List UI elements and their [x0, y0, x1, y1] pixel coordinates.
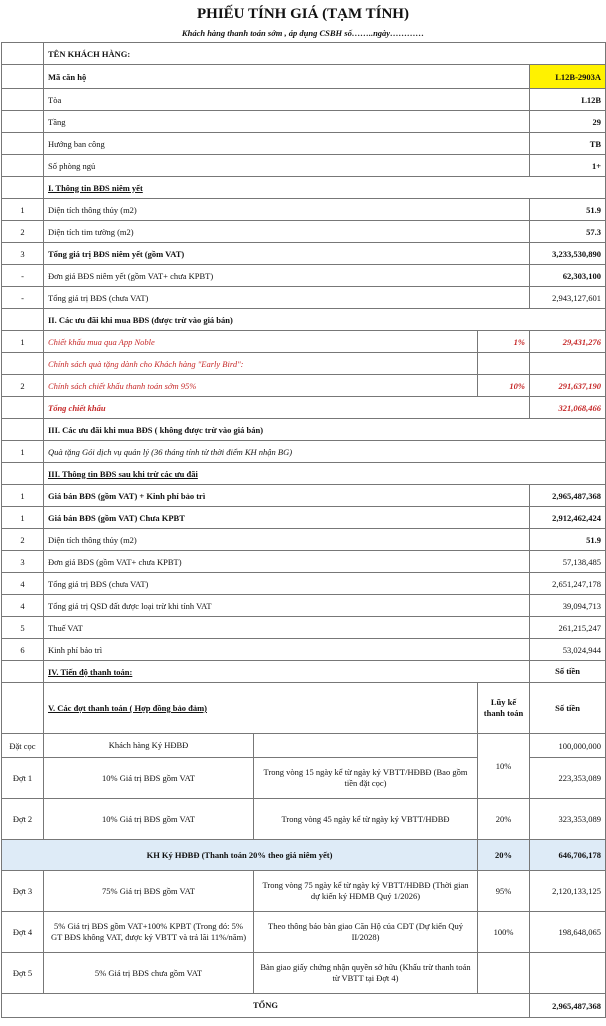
- table-row: 6 Kinh phí bảo trì 53,024,944: [2, 639, 606, 661]
- unit-code-value: L12B-2903A: [530, 65, 606, 89]
- table-row: 5 Thuế VAT 261,215,247: [2, 617, 606, 639]
- table-row: 1 Diện tích thông thủy (m2) 51.9: [2, 199, 606, 221]
- section-5-heading: V. Các đợt thanh toán ( Hợp đồng bảo đảm) Lũy kế thanh toán Số tiền: [2, 683, 606, 734]
- pricing-table: [1, 42, 606, 1018]
- bedrooms-row: Số phòng ngủ 1+: [2, 155, 606, 177]
- table-row: 4 Tổng giá trị BĐS (chưa VAT) 2,651,247,178: [2, 573, 606, 595]
- installment-5-row: Đợt 5 5% Giá trị BĐS chưa gồm VAT Bàn giao giấy chứng nhận quyền sở hữu (Khấu trừ thanh toán từ VBTT tại Đợt 4): [2, 953, 606, 994]
- balcony-row: Hướng ban công TB: [2, 133, 606, 155]
- grand-total-row: TỔNG 2,965,487,368: [2, 994, 606, 1018]
- table-row: 3 Tổng giá trị BĐS niêm yết (gồm VAT) 3,233,530,890: [2, 243, 606, 265]
- page-subtitle: Khách hàng thanh toán sớm , áp dụng CSBH số……..ngày…………: [181, 28, 425, 38]
- table-row: - Đơn giá BĐS niêm yết (gồm VAT+ chưa KPBT) 62,303,100: [2, 265, 606, 287]
- table-row: 4 Tổng giá trị QSD đất được loại trừ khi tính VAT 39,094,713: [2, 595, 606, 617]
- table-row: 2 Diện tích thông thủy (m2) 51.9: [2, 529, 606, 551]
- table-row: 1 Chiết khấu mua qua App Noble 1% 29,431,276: [2, 331, 606, 353]
- customer-name-row: TÊN KHÁCH HÀNG:: [2, 43, 606, 65]
- tower-row: Tòa L12B: [2, 89, 606, 111]
- section-2-heading: II. Các ưu đãi khi mua BĐS (được trừ vào giá bán): [2, 309, 606, 331]
- table-row: 1 Giá bán BĐS (gồm VAT) + Kinh phí bảo trì 2,965,487,368: [2, 485, 606, 507]
- table-row: - Tổng giá trị BĐS (chưa VAT) 2,943,127,601: [2, 287, 606, 309]
- unit-code-row: Mã căn hộ L12B-2903A: [2, 65, 606, 89]
- installment-4-row: Đợt 4 5% Giá trị BĐS gồm VAT+100% KPBT (Trong đó: 5% GT BĐS không VAT, được ký VBTT và trả lãi 11%/năm) Theo thông báo bàn giao Căn Hộ của CĐT (Dự kiến Quý II/2028) 100% 198,648,065: [2, 912, 606, 953]
- installment-1-row: Đợt 1 10% Giá trị BĐS gồm VAT Trong vòng 15 ngày kể từ ngày ký VBTT/HĐBĐ (Bao gồm tiền đặt cọc) 223,353,089: [2, 758, 606, 799]
- table-row: 1 Quà tặng Gói dịch vụ quản lý (36 tháng tính từ thời điểm KH nhận BG): [2, 441, 606, 463]
- deposit-row: Đặt cọc Khách hàng Ký HĐBĐ 10% 100,000,000: [2, 734, 606, 758]
- section-3b-heading: III. Thông tin BĐS sau khi trừ các ưu đãi: [2, 463, 606, 485]
- table-row: Chính sách quà tặng dành cho Khách hàng "Early Bird":: [2, 353, 606, 375]
- table-row: 3 Đơn giá BĐS (gồm VAT+ chưa KPBT) 57,138,485: [2, 551, 606, 573]
- section-1-heading: I. Thông tin BĐS niêm yết: [2, 177, 606, 199]
- installment-3-row: Đợt 3 75% Giá trị BĐS gồm VAT Trong vòng 75 ngày kể từ ngày ký VBTT/HĐBĐ (Thời gian dự kiến ký HĐMB Quý 1/2026) 95% 2,120,133,125: [2, 871, 606, 912]
- section-4-heading: IV. Tiến độ thanh toán: Số tiền: [2, 661, 606, 683]
- floor-row: Tầng 29: [2, 111, 606, 133]
- page-title: PHIẾU TÍNH GIÁ (TẠM TÍNH): [197, 6, 409, 22]
- table-row: 1 Giá bán BĐS (gồm VAT) Chưa KPBT 2,912,462,424: [2, 507, 606, 529]
- table-row: 2 Chính sách chiết khấu thanh toán sớm 95% 10% 291,637,190: [2, 375, 606, 397]
- table-row: 2 Diện tích tim tường (m2) 57.3: [2, 221, 606, 243]
- hdbd-summary-row: KH Ký HĐBĐ (Thanh toán 20% theo giá niêm yết) 20% 646,706,178: [2, 840, 606, 871]
- section-3-heading: III. Các ưu đãi khi mua BĐS ( không được trừ vào giá bán): [2, 419, 606, 441]
- discount-total-row: Tổng chiết khấu 321,068,466: [2, 397, 606, 419]
- installment-2-row: Đợt 2 10% Giá trị BĐS gồm VAT Trong vòng 45 ngày kể từ ngày ký VBTT/HĐBĐ 20% 323,353,089: [2, 799, 606, 840]
